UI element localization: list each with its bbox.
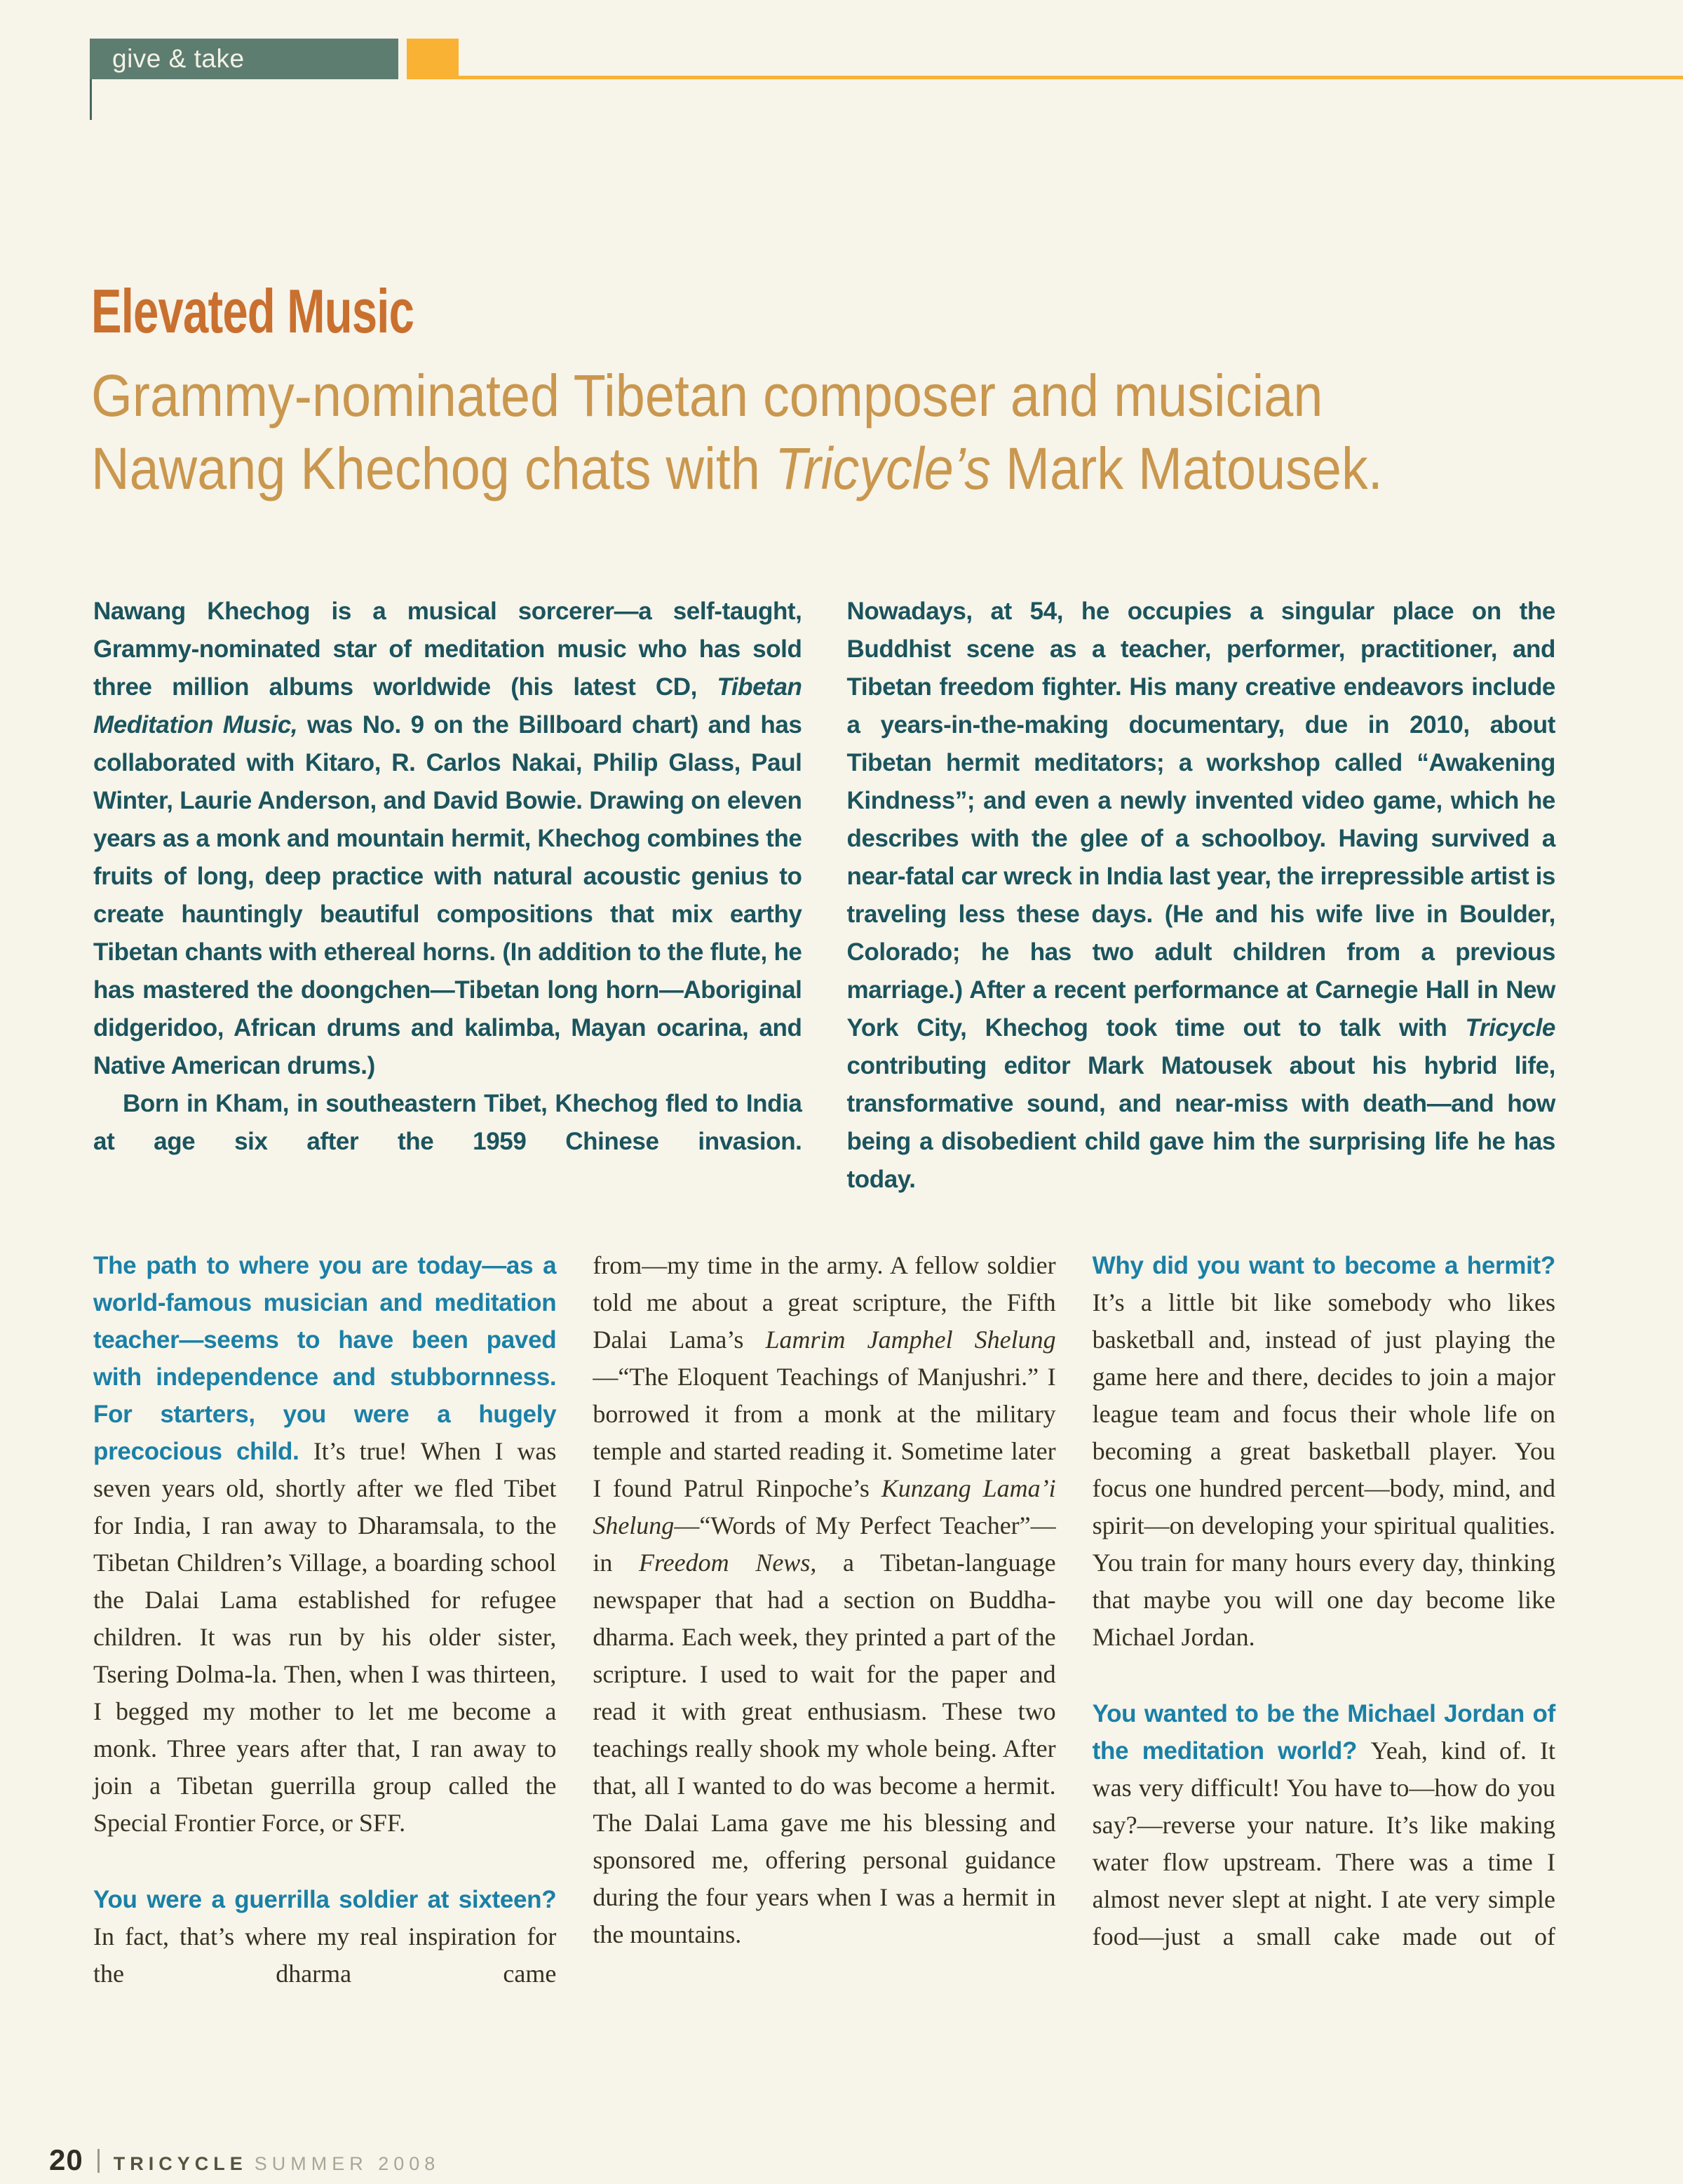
body-text: from—my time in the army. A fellow soldier told me about a great scripture, the Fifth Dalai Lama’s xyxy=(593,1251,1056,1354)
magazine-name: TRICYCLE xyxy=(113,2153,248,2174)
tab-tick-line xyxy=(90,79,92,120)
subtitle-line-2 xyxy=(91,432,1383,505)
subtitle-line-1: Grammy-nominated Tibetan composer and musician xyxy=(91,363,1323,429)
section-tab xyxy=(90,39,398,79)
intro-column-1 xyxy=(93,593,802,1199)
qa-paragraph xyxy=(93,1247,556,1842)
italic-text: Kunzang Lama’i Shelung xyxy=(593,1474,1056,1539)
page-footer xyxy=(49,2143,440,2177)
qa-paragraph xyxy=(593,1247,1055,1953)
qa-paragraph xyxy=(93,1881,556,1993)
body-text: was No. 9 on the Billboard chart) and has collaborated with Kitaro, R. Carlos Nakai, Philip Glass, Paul Winter, Laurie Anderson, and David Bowie. Drawing on eleven years as a monk and mountain hermit, Khechog combines the fruits of long, deep practice with natural acoustic genius to create hauntingly beautiful compositions that mix earthy Tibetan chants with ethereal horns. (In addition to the flute, he has mastered the doongchen—Tibetan long horn—Aboriginal didgeridoo, African drums and kalimba, Mayan ocarina, and Native American drums.) xyxy=(93,711,802,1079)
section-tab-label: give & take xyxy=(112,44,245,73)
body-text: Nawang Khechog chats with xyxy=(91,436,775,501)
qa-paragraph xyxy=(1093,1695,1555,1955)
body-text: Yeah, kind of. It was very difficult! You have to—how do you say?—reverse your nature. It’s like making water flow upstream. There was a time I almost never slept at night. I ate very simple food—just a small cake made out of xyxy=(1092,1737,1555,1950)
article-subtitle xyxy=(91,359,1526,505)
italic-text: Tricycle’s xyxy=(774,436,991,501)
body-column-2 xyxy=(593,1247,1055,1993)
intro-paragraph xyxy=(93,593,802,1085)
header-rule xyxy=(459,76,1683,79)
question-text: You wanted to be the Michael Jordan of the meditation world? xyxy=(1092,1700,1555,1765)
intro-column-2 xyxy=(847,593,1556,1199)
interview-body xyxy=(93,1247,1555,1993)
intro-deck xyxy=(93,593,1555,1199)
italic-text: Freedom News, xyxy=(639,1549,817,1577)
body-text: In fact, that’s where my real inspiration for the dharma came xyxy=(93,1922,557,1988)
body-text: Mark Matousek. xyxy=(990,436,1383,501)
question-text: You were a guerrilla soldier at sixteen? xyxy=(93,1886,557,1913)
body-text: a Tibetan-language newspaper that had a section on Buddha-dharma. Each week, they printed a part of the scripture. I used to wait for the paper and read it with great enthusiasm. These two teachings really shook my whole being. After that, all I wanted to do was become a hermit. The Dalai Lama gave me his blessing and sponsored me, offering personal guidance during the four years when I was a hermit in the mountains. xyxy=(593,1549,1056,1948)
body-column-3 xyxy=(1093,1247,1555,1993)
question-text: Why did you want to become a hermit? xyxy=(1092,1252,1555,1279)
italic-text: Tricycle xyxy=(1465,1014,1555,1042)
body-text: —“Words of My Perfect Teacher”—in xyxy=(593,1511,1056,1577)
body-text: Nowadays, at 54, he occupies a singular place on the Buddhist scene as a teacher, performer, practitioner, and Tibetan freedom fighter. His many creative endeavors include a years-in-the-making documentary, due in 2010, about Tibetan hermit meditators; a workshop called “Awakening Kindness”; and even a newly invented video game, which he describes with the glee of a schoolboy. Having survived a near-fatal car wreck in India last year, the irrepressible artist is traveling less these days. (He and his wife live in Boulder, Colorado; he has two adult children from a previous marriage.) After a recent performance at Carnegie Hall in New York City, Khechog took time out to talk with xyxy=(846,598,1555,1042)
footer-divider xyxy=(97,2149,100,2173)
accent-square xyxy=(407,39,459,79)
body-text: It’s a little bit like somebody who likes basketball and, instead of just playing the game here and there, decides to join a major league team and focus their whole life on becoming a great basketball player. You focus one hundred percent—body, mind, and spirit—on developing your spiritual qualities. You train for many hours every day, thinking that maybe you will one day become like Michael Jordan. xyxy=(1092,1288,1555,1651)
body-text: Born in Kham, in southeastern Tibet, Khechog fled to India at age six after the 1959 Chinese invasion. xyxy=(93,1090,802,1155)
body-text: contributing editor Mark Matousek about his hybrid life, transformative sound, and near-miss with death—and how being a disobedient child gave him the surprising life he has today. xyxy=(846,1052,1555,1193)
article-title: Elevated Music xyxy=(91,276,414,346)
italic-text: Lamrim Jamphel Shelung xyxy=(765,1326,1056,1354)
issue-label: SUMMER 2008 xyxy=(254,2153,440,2174)
body-text: It’s true! When I was seven years old, shortly after we fled Tibet for India, I ran away to Dharamsala, to the Tibetan Children’s Village, a boarding school the Dalai Lama established for refugee children. It was run by his older sister, Tsering Dolma-la. Then, when I was thirteen, I begged my mother to let me become a monk. Three years after that, I ran away to join a Tibetan guerrilla group called the Special Frontier Force, or SFF. xyxy=(93,1437,557,1837)
body-column-1 xyxy=(93,1247,556,1993)
body-text: Nawang Khechog is a musical sorcerer—a self-taught, Grammy-nominated star of meditation music who has sold three million albums worldwide (his latest CD, xyxy=(93,598,802,701)
body-text: —“The Eloquent Teachings of Manjushri.” I borrowed it from a monk at the military temple and started reading it. Sometime later I found Patrul Rinpoche’s xyxy=(593,1363,1056,1502)
italic-text: Tibetan Meditation Music, xyxy=(93,673,802,739)
page-number: 20 xyxy=(49,2143,83,2176)
question-text: The path to where you are today—as a world-famous musician and meditation teacher—seems to have been paved with independence and stubbornness. For starters, you were a hugely precocious child. xyxy=(93,1252,557,1465)
intro-paragraph xyxy=(847,593,1556,1199)
intro-paragraph xyxy=(93,1085,802,1161)
qa-paragraph xyxy=(1093,1247,1555,1656)
